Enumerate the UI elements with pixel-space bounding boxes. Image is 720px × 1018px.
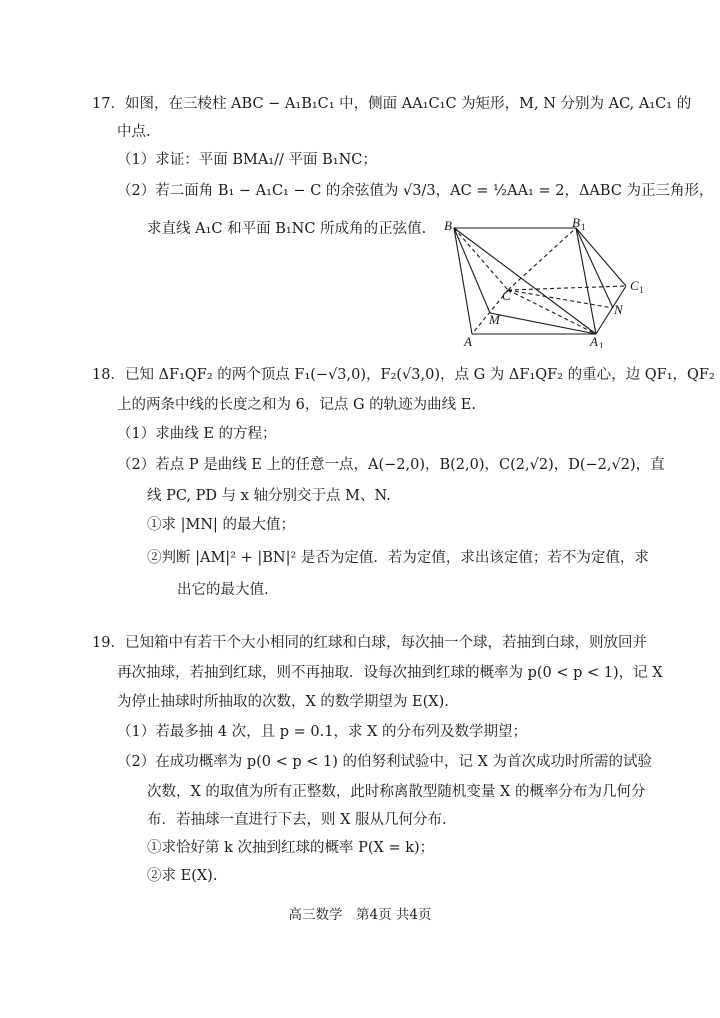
edge-CN: [508, 290, 613, 308]
edge-B1C1: [576, 228, 626, 286]
q18-line-1: 18．已知 ΔF₁QF₂ 的两个顶点 F₁(−√3,0)，F₂(√3,0)，点 G 为 ΔF₁QF₂ 的重心，边 QF₁，QF₂: [92, 367, 715, 383]
q17-part-2: （2）若二面角 B₁ − A₁C₁ − C 的余弦值为 √3/3，AC = ½AA₁ = 2，ΔABC 为正三角形，: [117, 183, 714, 199]
edge-CB1: [508, 228, 576, 290]
edge-B1A1: [576, 228, 596, 334]
label-C1-sub: 1: [639, 285, 644, 295]
edge-BM: [454, 228, 490, 313]
edge-MA1: [490, 313, 596, 334]
edge-BC: [454, 228, 508, 290]
q19-part-1: （1）若最多抽 4 次，且 p = 0.1，求 X 的分布列及数学期望；: [117, 724, 528, 740]
q18-part-2: （2）若点 P 是曲线 E 上的任意一点，A(−2,0)，B(2,0)，C(2,√2)，D(−2,√2)，直: [117, 457, 665, 473]
q19-sub-1: ①求恰好第 k 次抽到红球的概率 P(X = k)；: [147, 840, 435, 856]
edge-CA1: [508, 290, 596, 334]
edge-CC1: [508, 286, 626, 290]
q19-line-2: 再次抽球，若抽到红球，则不再抽取．设每次抽到红球的概率为 p(0 < p < 1)，记 X: [117, 665, 663, 681]
q19-part-2: （2）在成功概率为 p(0 < p < 1) 的伯努利试验中，记 X 为首次成功时所需的试验: [117, 754, 653, 770]
label-C1: C: [630, 278, 639, 293]
q17-line-2: 中点.: [117, 124, 151, 140]
edge-BA1: [454, 228, 596, 334]
q18-sub-2-cont: 出它的最大值.: [177, 582, 269, 598]
label-A1: A: [590, 334, 598, 348]
label-A: A: [464, 334, 472, 348]
q18-part-2-cont: 线 PC, PD 与 x 轴分别交于点 M、N.: [147, 488, 391, 504]
label-M: M: [489, 312, 500, 327]
q18-sub-2: ②判断 |AM|² + |BN|² 是否为定值．若为定值，求出该定值；若不为定值，求: [147, 550, 649, 566]
edge-B1N: [576, 228, 613, 308]
q18-sub-1: ①求 |MN| 的最大值；: [147, 517, 296, 533]
label-B1-sub: 1: [581, 222, 586, 232]
q19-part-2-cont-2: 布．若抽球一直进行下去，则 X 服从几何分布.: [147, 812, 447, 828]
q18-part-1: （1）求曲线 E 的方程；: [117, 426, 277, 442]
label-A1-sub: 1: [599, 341, 604, 348]
label-B1: B: [572, 218, 580, 230]
q17-part-1: （1）求证：平面 BMA₁// 平面 B₁NC；: [117, 152, 377, 168]
edge-BA: [454, 228, 472, 334]
label-N: N: [614, 302, 623, 317]
label-C: C: [502, 288, 511, 303]
q19-line-1: 19．已知箱中有若干个大小相同的红球和白球，每次抽一个球，若抽到白球，则放回并: [92, 635, 647, 651]
q17-line-1: 17．如图，在三棱柱 ABC − A₁B₁C₁ 中，侧面 AA₁C₁C 为矩形，M, N 分别为 AC, A₁C₁ 的: [92, 96, 692, 112]
label-B: B: [444, 218, 452, 233]
q19-sub-2: ②求 E(X).: [147, 868, 218, 884]
q17-part-2-cont: 求直线 A₁C 和平面 B₁NC 所成角的正弦值.: [147, 221, 427, 237]
page-footer: 高三数学 第4页 共4页: [288, 907, 432, 923]
q19-line-3: 为停止抽球时所抽取的次数，X 的数学期望为 E(X).: [117, 694, 449, 710]
q19-part-2-cont-1: 次数，X 的取值为所有正整数，此时称离散型随机变量 X 的概率分布为几何分: [147, 784, 646, 800]
q18-line-2: 上的两条中线的长度之和为 6，记点 G 的轨迹为曲线 E.: [117, 397, 476, 413]
prism-figure: [440, 218, 650, 348]
